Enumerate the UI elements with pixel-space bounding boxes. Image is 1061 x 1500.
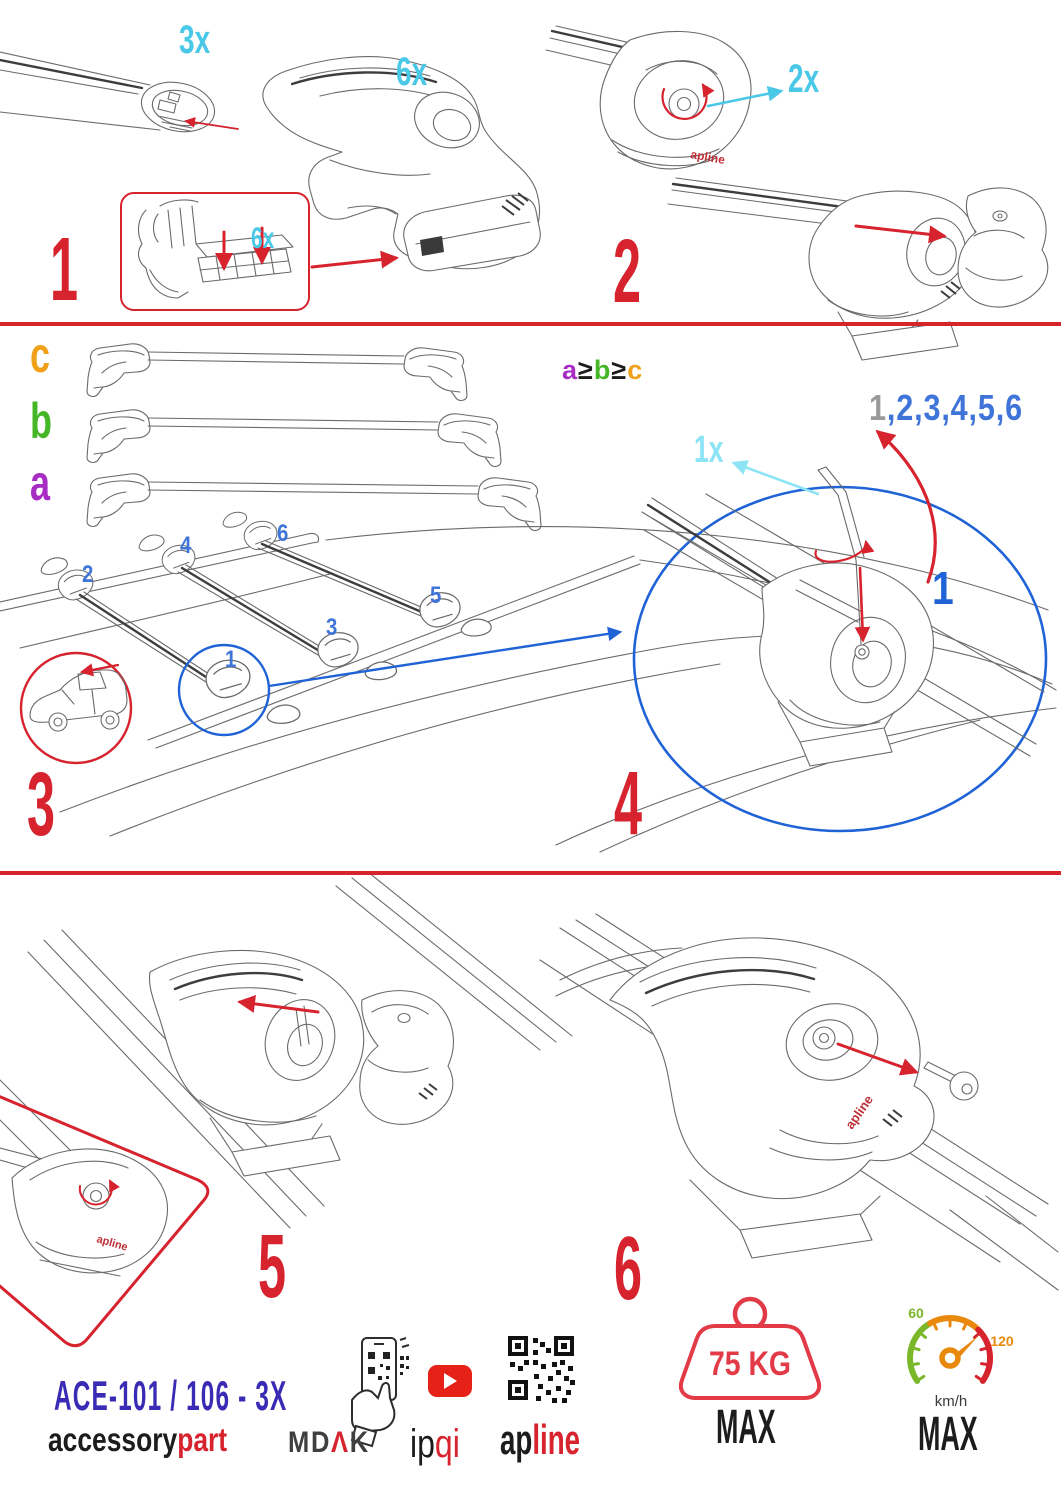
- apline-black: ap: [500, 1416, 533, 1463]
- weight-max-label: MAX: [716, 1401, 776, 1454]
- callout-pos-1: 1: [932, 562, 954, 614]
- step1-crossbar-drawing: [0, 52, 238, 138]
- step3-bar-a-drawing: [87, 474, 541, 531]
- bar-label-b: b: [30, 393, 52, 449]
- tighten-order: [869, 387, 1023, 428]
- step2-bar-cover-drawing: [668, 178, 1048, 360]
- step3-bar-b-drawing: [87, 410, 501, 467]
- apline-logo-footer: [500, 1416, 581, 1463]
- step3-bar-c-drawing: [87, 344, 467, 401]
- step1-inset-box: [120, 192, 310, 311]
- rule-c: c: [627, 355, 644, 385]
- roof-pos-6: 6: [277, 520, 289, 547]
- mdak-lambda: Λ: [331, 1426, 350, 1459]
- apline-logo-step6: apline: [842, 1092, 877, 1132]
- step4-zoom-drawing: [634, 429, 1046, 831]
- qty-label-tool: 1x: [694, 429, 724, 471]
- qty-label-knobs: 2x: [788, 57, 820, 101]
- mdak-logo: [288, 1428, 370, 1458]
- step6-number: 6: [614, 1219, 643, 1319]
- section-divider-top: [0, 322, 1061, 326]
- rule-ge2: ≥: [611, 355, 628, 385]
- order-first: 1: [869, 387, 887, 428]
- speed-low-label: 60: [908, 1305, 924, 1321]
- roof-pos-1: 1: [225, 646, 237, 673]
- speed-high-label: 120: [990, 1333, 1014, 1349]
- qty-label-bars: 3x: [179, 18, 211, 62]
- section-divider-bottom: [0, 871, 1061, 875]
- phone-scan-icon: [350, 1338, 410, 1432]
- max-weight-icon: [680, 1294, 820, 1408]
- ipqi-black: ip: [410, 1422, 435, 1466]
- roof-pos-2: 2: [82, 561, 94, 588]
- step3-car-inset-drawing: [21, 653, 131, 763]
- apline-logo-step2: apline: [689, 147, 727, 167]
- step1-number: 1: [50, 220, 79, 320]
- accessorypart-black: accessory: [48, 1421, 178, 1458]
- rule-ge1: ≥: [578, 355, 594, 385]
- accessorypart-red: part: [177, 1421, 228, 1458]
- youtube-play-triangle: [444, 1373, 457, 1389]
- speed-unit-label: km/h: [934, 1393, 968, 1410]
- step3-number: 3: [27, 755, 56, 855]
- mdak-md: MD: [288, 1426, 332, 1459]
- product-code: ACE-101 / 106 - 3X: [54, 1372, 288, 1419]
- roof-pos-5: 5: [430, 582, 442, 609]
- step4-number: 4: [614, 754, 643, 854]
- rule-b: b: [593, 355, 612, 385]
- step2-number: 2: [613, 222, 642, 322]
- accessorypart-logo: [48, 1423, 227, 1456]
- apline-red: line: [532, 1416, 581, 1463]
- step5-inset-drawing: [0, 1080, 208, 1346]
- rule-a: a: [562, 355, 579, 385]
- qty-label-feet: 6x: [396, 50, 428, 94]
- mdak-k: K: [349, 1426, 370, 1459]
- apline-logo-step5: apline: [95, 1233, 130, 1254]
- qr-code-icon: [508, 1336, 578, 1404]
- roof-pos-4: 4: [180, 532, 192, 559]
- youtube-icon: [428, 1365, 472, 1397]
- step2-lock-knob-drawing: [546, 26, 781, 169]
- ipqi-logo: [410, 1424, 460, 1464]
- qty-label-pads: 6x: [251, 222, 275, 255]
- bar-label-a: a: [30, 455, 51, 511]
- step5-number: 5: [258, 1217, 287, 1317]
- order-rest: ,2,3,4,5,6: [886, 387, 1023, 428]
- ipqi-red: qi: [434, 1422, 460, 1466]
- speed-max-label: MAX: [918, 1408, 978, 1461]
- bar-label-c: c: [30, 327, 51, 383]
- roof-pos-3: 3: [326, 614, 338, 641]
- weight-limit-value: 75 KG: [709, 1345, 791, 1383]
- size-rule: [562, 357, 643, 384]
- speedometer-icon: [888, 1300, 1012, 1412]
